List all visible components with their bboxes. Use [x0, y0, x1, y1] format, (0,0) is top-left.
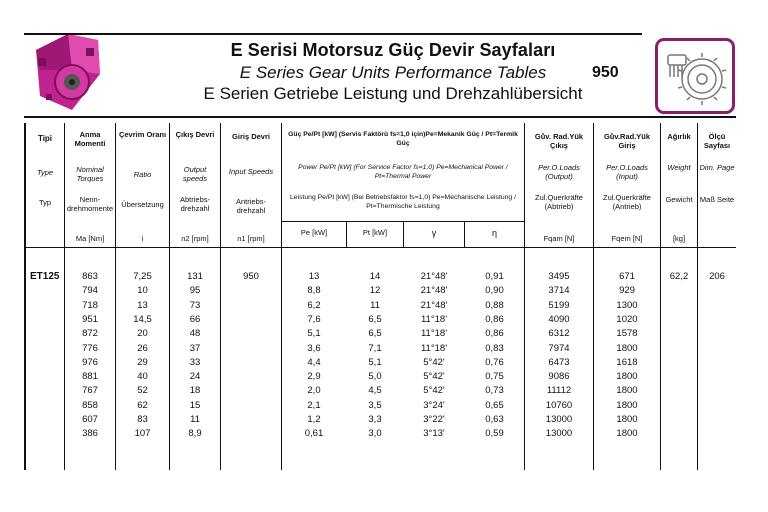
- col-output-speed-tr: Çıkış Devri: [175, 130, 215, 139]
- cell-fqe: 1020: [616, 313, 638, 325]
- col-weight-unit: [kg]: [672, 234, 686, 243]
- cell-i: 20: [137, 328, 148, 340]
- table-row: [24, 385, 736, 397]
- title-german: E Serien Getriebe Leistung und Drehzahlübersicht: [203, 84, 583, 103]
- table-row: [24, 371, 736, 383]
- cell-pt: 14: [369, 271, 381, 282]
- cell-i: 29: [137, 356, 148, 368]
- cell-n2: 48: [189, 328, 201, 340]
- model-code: ET125: [30, 271, 60, 282]
- cell-fqa: 10760: [545, 399, 573, 411]
- col-ratio-tr: Çevrim Oranı: [118, 130, 167, 139]
- col-radial-out-tr: Gův. Rad.Yük Çıkış: [534, 132, 584, 150]
- cell-fqa: 3495: [548, 271, 570, 282]
- col-torque-en: Nominal Torques: [76, 165, 104, 183]
- col-input-speed-en: Input Speeds: [228, 167, 274, 176]
- cell-fqa: 9086: [548, 371, 570, 383]
- cell-eta: 0,65: [485, 399, 504, 411]
- cell-i: 83: [137, 414, 148, 425]
- cell-pe: 13: [308, 271, 320, 282]
- dim-page-value: 206: [709, 271, 725, 282]
- cell-n2: 33: [189, 356, 201, 368]
- cell-eta: 0,91: [485, 271, 504, 282]
- cell-n2: 11: [190, 414, 200, 425]
- col-input-speed-tr: Giriş Devri: [232, 132, 270, 141]
- cell-pe: 2,1: [307, 399, 321, 411]
- col-output-speed-de: Abtriebs-drehzahl: [179, 195, 210, 213]
- cell-eta: 0,75: [485, 371, 504, 383]
- cell-eta: 0,63: [485, 414, 504, 425]
- cell-fqa: 6312: [548, 328, 570, 340]
- cell-fqe: 1800: [616, 342, 638, 354]
- cell-ma: 881: [82, 371, 98, 383]
- cell-fqa: 5199: [548, 299, 570, 311]
- cell-fqe: 1578: [616, 328, 638, 340]
- cell-g: 11°18': [420, 313, 448, 325]
- cell-n2: 8,9: [188, 428, 202, 440]
- col-dim-en: Dim. Page: [699, 163, 735, 172]
- cell-pt: 3,0: [368, 428, 382, 440]
- cell-n2: 15: [189, 399, 201, 411]
- col-ratio-en: Ratio: [133, 170, 152, 179]
- cell-ma: 386: [82, 428, 98, 440]
- cell-pt: 6,5: [368, 328, 382, 340]
- col-output-speed-en: Output speeds: [182, 165, 208, 183]
- col-radial-in-de: Zul.Querkräfte (Antrieb): [603, 193, 651, 211]
- header-divider: [24, 247, 736, 248]
- col-eta-unit: η: [491, 228, 497, 238]
- performance-table: [24, 123, 736, 470]
- title-english: E Series Gear Units Performance Tables: [239, 63, 547, 82]
- cell-eta: 0,86: [485, 328, 504, 340]
- cell-i: 14,5: [133, 313, 152, 325]
- cell-n2: 37: [189, 342, 201, 354]
- col-power-de: Leistung Pe/Pt [kW] (Bei Betriebsfaktor fs=1,0) Pe=Mechanische Leistung / Pt=Thermische Leistung: [290, 194, 516, 210]
- cell-ma: 858: [82, 399, 98, 411]
- cell-fqe: 929: [619, 285, 635, 297]
- header-top-rule: [24, 33, 642, 35]
- col-radial-out-unit: Fqam [N]: [543, 234, 575, 243]
- col-tipi-de: Typ: [38, 198, 52, 207]
- cell-i: 13: [137, 299, 148, 311]
- table-row: [24, 357, 736, 369]
- col-radial-in-tr: Gův.Rad.Yük Giriş: [603, 132, 651, 150]
- col-weight-en: Weight: [667, 163, 691, 172]
- cell-fqa: 3714: [548, 285, 570, 297]
- cell-i: 26: [137, 342, 148, 354]
- cell-n2: 95: [189, 285, 201, 297]
- table-row: [24, 400, 736, 412]
- cell-fqe: 1800: [616, 414, 638, 425]
- gear-icon: [658, 41, 732, 111]
- cell-fqe: 1618: [616, 356, 638, 368]
- col-tipi-en: Type: [36, 168, 54, 177]
- col-power-tr: Güç Pe/Pt [kW] (Servis Faktörü fs=1,0 için)Pe=Mekanik Güç / Pt=Termik Güç: [288, 131, 518, 147]
- cell-ma: 767: [82, 385, 98, 397]
- input-speed-value: 950: [243, 271, 259, 282]
- cell-n2: 73: [189, 299, 201, 311]
- cell-eta: 0,76: [485, 356, 504, 368]
- cell-ma: 872: [82, 328, 98, 340]
- table-row: [24, 300, 736, 312]
- cell-fqe: 1800: [616, 371, 638, 383]
- cell-eta: 0,88: [485, 299, 504, 311]
- col-radial-out-en: Per.O.Loads (Output): [538, 163, 580, 181]
- cell-fqa: 13000: [545, 428, 573, 440]
- cell-i: 10: [137, 285, 148, 297]
- cell-pe: 7,6: [307, 313, 321, 325]
- cell-pt: 5,0: [368, 371, 382, 383]
- cell-ma: 607: [82, 414, 98, 425]
- col-radial-in-en: Per.O.Loads (Input): [606, 163, 648, 181]
- cell-fqe: 1800: [616, 428, 638, 440]
- cell-g: 3°24': [423, 399, 445, 411]
- cell-i: 40: [137, 371, 148, 383]
- col-tipi-tr: Tipi: [37, 134, 53, 143]
- title-turkish: E Serisi Motorsuz Güç Devir Sayfaları: [230, 40, 556, 60]
- cell-eta: 0,59: [485, 428, 504, 440]
- cell-eta: 0,83: [485, 342, 504, 354]
- cell-pt: 6,5: [368, 313, 382, 325]
- col-ratio-de: Übersetzung: [121, 200, 164, 209]
- cell-fqe: 1300: [616, 299, 638, 311]
- table-row: [24, 314, 736, 326]
- col-pt-unit: Pt [kW]: [362, 228, 388, 237]
- cell-i: 52: [137, 385, 148, 397]
- cell-g: 3°22': [423, 414, 445, 425]
- cell-ma: 776: [82, 342, 98, 354]
- col-radial-out-de: Zul.Querkräfte (Abtrieb): [535, 193, 583, 211]
- gear-logo: [655, 38, 735, 114]
- cell-i: 62: [137, 399, 148, 411]
- col-torque-unit: Ma [Nm]: [75, 234, 105, 243]
- weight-value: 62,2: [669, 271, 689, 282]
- cell-fqa: 7974: [548, 342, 570, 354]
- col-input-speed-unit: n1 [rpm]: [237, 234, 265, 243]
- cell-pt: 3,5: [368, 399, 382, 411]
- col-torque-tr: Anma Momenti: [74, 130, 106, 148]
- table-row: [24, 428, 736, 440]
- table-row: [24, 343, 736, 355]
- cell-n2: 66: [189, 313, 201, 325]
- col-pe-unit: Pe [kW]: [300, 228, 328, 237]
- col-power-en: Power Pe/Pt [kW] (For Service Factor fs=1,0) Pe=Mechanical Power / Pt=Thermal Power: [298, 164, 508, 180]
- table-row: [24, 414, 736, 426]
- cell-ma: 951: [82, 313, 98, 325]
- cell-ma: 718: [82, 299, 98, 311]
- cell-g: 5°42': [423, 356, 445, 368]
- cell-eta: 0,86: [485, 313, 504, 325]
- cell-ma: 794: [82, 285, 98, 297]
- cell-g: 21°48': [420, 285, 448, 297]
- col-weight-de: Gewicht: [665, 195, 693, 204]
- cell-pt: 3,3: [368, 414, 382, 425]
- table-row: [24, 328, 736, 340]
- cell-n2: 24: [189, 371, 201, 383]
- cell-eta: 0,90: [485, 285, 504, 297]
- table-row: [24, 285, 736, 297]
- cell-fqe: 1800: [616, 385, 638, 397]
- cell-g: 11°18': [420, 328, 448, 340]
- cell-eta: 0,73: [485, 385, 504, 397]
- cell-pt: 4,5: [368, 385, 382, 397]
- col-output-speed-unit: n2 [rpm]: [181, 234, 209, 243]
- cell-ma: 976: [82, 356, 98, 368]
- cell-g: 21°48': [420, 299, 448, 311]
- cell-fqa: 13000: [545, 414, 573, 425]
- cell-n2: 131: [187, 271, 203, 282]
- col-ratio-unit: i: [141, 234, 144, 243]
- cell-pt: 7,1: [368, 342, 382, 354]
- cell-g: 3°13': [423, 428, 445, 440]
- cell-g: 5°42': [423, 385, 445, 397]
- col-input-speed-de: Antriebs-drehzahl: [235, 197, 266, 215]
- cell-n2: 18: [189, 385, 201, 397]
- cell-pe: 1,2: [307, 414, 321, 425]
- cell-fqa: 11112: [546, 385, 572, 397]
- cell-g: 5°42': [423, 371, 445, 383]
- cell-i: 7,25: [133, 271, 152, 282]
- cell-fqa: 4090: [548, 313, 570, 325]
- cell-pe: 2,0: [307, 385, 321, 397]
- col-dim-tr: Ölçü Sayfası: [703, 132, 731, 150]
- cell-pt: 5,1: [368, 356, 382, 368]
- cell-pt: 12: [369, 285, 381, 297]
- col-dim-de: Maß Seite: [699, 195, 735, 204]
- cell-pe: 8,8: [307, 285, 321, 297]
- col-torque-de: Nenn-drehmomente: [66, 195, 114, 213]
- col-radial-in-unit: Fqem [N]: [611, 234, 643, 243]
- cell-fqa: 6473: [548, 356, 570, 368]
- cell-g: 11°18': [420, 342, 448, 354]
- cell-pe: 5,1: [307, 328, 321, 340]
- cell-i: 107: [134, 428, 151, 440]
- cell-pt: 11: [370, 299, 380, 311]
- cell-pe: 0,61: [304, 428, 324, 440]
- col-gamma-unit: γ: [431, 228, 437, 238]
- cell-ma: 863: [82, 271, 98, 282]
- size-code: 950: [592, 64, 619, 81]
- cell-pe: 6,2: [307, 299, 321, 311]
- table-row: [24, 271, 736, 283]
- cell-fqe: 671: [619, 271, 635, 282]
- cell-fqe: 1800: [616, 399, 638, 411]
- cell-pe: 4,4: [307, 356, 321, 368]
- header-bottom-rule: [24, 116, 736, 118]
- cell-g: 21°48': [420, 271, 448, 282]
- cell-pe: 3,6: [307, 342, 321, 354]
- col-weight-tr: Ağırlık: [667, 132, 691, 141]
- cell-pe: 2,9: [307, 371, 321, 383]
